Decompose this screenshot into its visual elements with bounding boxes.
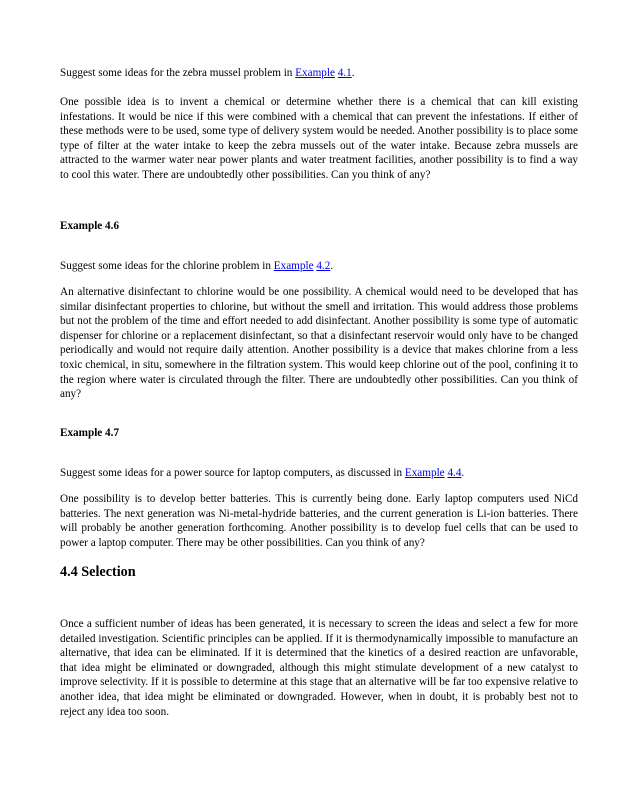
- answer-laptop-power: One possibility is to develop better batteries. This is currently being done. Early laptop computers used NiCd batteries. The next generation was Ni-metal-hydride batteries, and the current generation is Li-ion batteries. There will probably be another generation forthcoming. Another possibility is to develop fuel cells that can be used to power a laptop computer. There may be other possibilities. Can you think of any?: [60, 493, 578, 549]
- question-suffix: .: [330, 260, 334, 272]
- question-laptop-power: [60, 466, 578, 481]
- example-number-link[interactable]: 4.4: [447, 467, 462, 479]
- selection-paragraph: Once a sufficient number of ideas has been generated, it is necessary to screen the ideas and select a few for more detailed investigation. Scientific principles can be applied. If it is thermodynamically impossible to manufacture an alternative, that idea can be eliminated. If it is determined that the kinetics of a desired reaction are unfavorable, that idea might be eliminated or downgraded, although this might stimulate development of a new catalyst to improve selectivity. If it is possible to determine at this stage that an alternative will be far too expensive relative to another idea, that idea might be eliminated or downgraded. However, when in doubt, it is probably best not to reject any idea too soon.: [60, 618, 578, 718]
- example-4-6-heading: Example 4.6: [60, 220, 120, 232]
- question-chlorine: [60, 259, 578, 274]
- question-suffix: .: [351, 67, 355, 79]
- example-number-link[interactable]: 4.2: [316, 260, 331, 272]
- question-text: Suggest some ideas for the zebra mussel problem in: [60, 67, 296, 79]
- question-zebra-mussel: [60, 66, 578, 81]
- section-heading-selection: 4.4 Selection: [60, 564, 136, 580]
- example-4-7-heading: Example 4.7: [60, 427, 120, 439]
- answer-chlorine: An alternative disinfectant to chlorine would be one possibility. A chemical would need to be developed that has similar disinfectant properties to chlorine, but without the smell and irritation. This would address those problems but not the problem of the time and effort needed to add disinfectant. Another possibility is some type of automatic dispenser for chlorine or a replacement disinfectant, so that a disinfectant reservoir would only have to be changed periodically and would not require daily attention. Another possibility is a device that makes chlorine from a less toxic chemical, in situ, somewhere in the filtration system. This would keep chlorine out of the pool, confining it to the region where water is circulated through the filter. There are undoubtedly other possibilities. Can you think of any?: [60, 286, 578, 401]
- question-suffix: .: [461, 467, 465, 479]
- example-link[interactable]: Example: [273, 260, 314, 272]
- question-text: Suggest some ideas for the chlorine problem in: [60, 260, 274, 272]
- example-link[interactable]: Example: [295, 67, 335, 79]
- question-text: Suggest some ideas for a power source for laptop computers, as discussed in: [60, 467, 405, 479]
- example-link[interactable]: Example: [404, 467, 445, 479]
- example-number-link[interactable]: 4.1: [337, 67, 352, 79]
- answer-zebra-mussel: One possible idea is to invent a chemical or determine whether there is a chemical that can kill existing infestations. It would be nice if this were combined with a chemical that can prevent the infestations. If either of these methods were to be used, some type of delivery system would be needed. Another possibility is to place some type of filter at the water intake to keep the zebra mussels out of the water intake. Because zebra mussels are attracted to the warmer water near power plants and water treatment facilities, another possibility is to find a way to cool this water. There are undoubtedly other possibilities. Can you think of any?: [60, 96, 578, 181]
